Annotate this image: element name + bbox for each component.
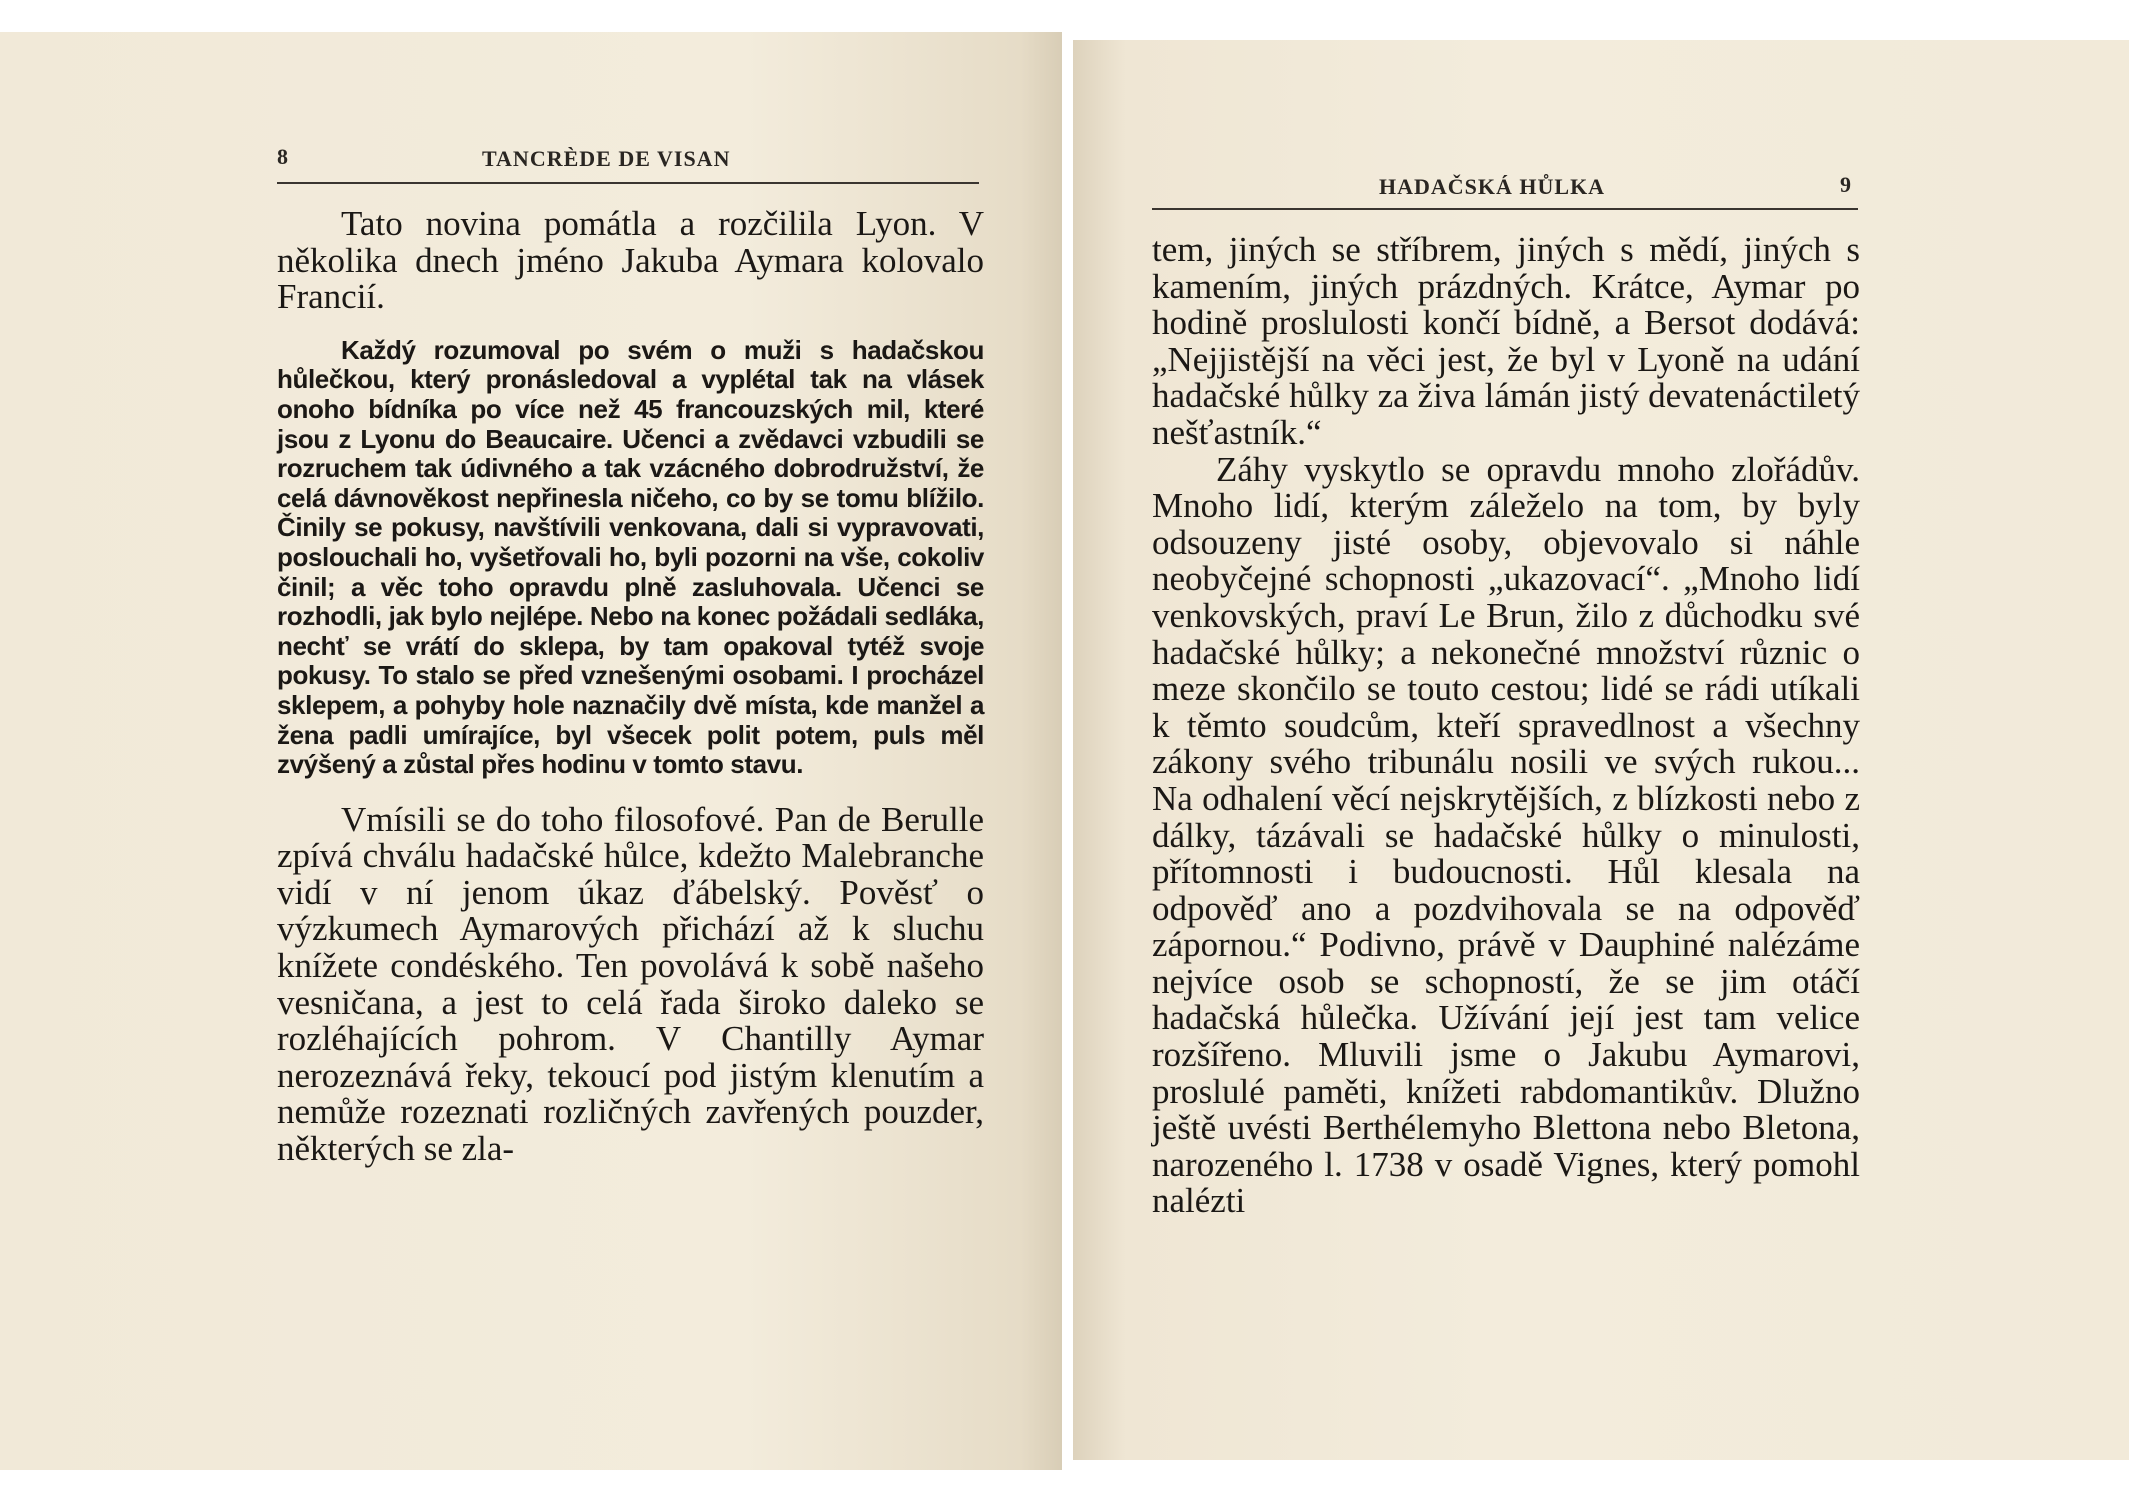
paragraph: tem, jiných se stříbrem, jiných s mědí, jiných s kamením, jiných prázdných. Krátce, Aymar po hodině proslulosti končí bídně, a Bersot dodává: „Nejjistější na věci jest, že byl v Lyoně na udání hadačské hůlky za živa lámán jistý devatenáctiletý nešťastník.“ [1152, 230, 1860, 452]
running-head: TANCRÈDE DE VISAN [482, 146, 731, 171]
paragraph-gap [277, 316, 984, 336]
header-rule [277, 182, 979, 184]
left-page-body [277, 206, 984, 1168]
paragraph: Záhy vyskytlo se opravdu mnoho zlořádův. Mnoho lidí, kterým záleželo na tom, by byly odsouzeny jisté osoby, objevovalo si náhle neobyčejné schopnosti „ukazovací“. „Mnoho lidí venkovských, praví Le Brun, žilo z důchodku své hadačské hůlky; a nekonečné množství různic o meze skončilo se touto cestou; lidé se rádi utíkali k těmto soudcům, kteří spravedlnost a všechny zákony svého tribunálu nosili ve svých rukou... Na odhalení věcí nejskrytějších, z blízkosti nebo z dálky, tázávali se hadačské hůlky o minulosti, přítomnosti i budoucnosti. Hůl klesala na odpověď ano a pozdvihovala se na odpověď zápornou.“ Podivno, právě v Dauphiné nalézáme nejvíce osob se schopností, že se jim otáčí hadačská hůlečka. Užívání její jest tam velice rozšířeno. Mluvili jsme o Jakubu Aymarovi, proslulé paměti, knížeti rabdomantikův. Dlužno ještě uvésti Berthélemyho Blettona nebo Bletona, narozeného l. 1738 v osadě Vignes, který pomohl nalézti [1152, 449, 1860, 1221]
left-book-page [0, 32, 1062, 1470]
right-page-body [1152, 232, 1860, 1220]
running-head: HADAČSKÁ HŮLKA [1379, 174, 1606, 199]
page-number: 9 [1840, 172, 1852, 197]
paragraph: Vmísili se do toho filosofové. Pan de Berulle zpívá chválu hadačské hůlce, kdežto Malebranche vidí v ní jenom úkaz ďábelský. Pověsť o výzkumech Aymarových přichází až k sluchu knížete condéského. Ten povolává k sobě našeho vesničana, a jest to celá řada široko daleko se rozléhajících pohrom. V Chantilly Aymar nerozeznává řeky, tekoucí pod jistým klenutím a nemůže rozeznati rozličných zavřených pouzder, některých se zla- [277, 799, 984, 1169]
paragraph: Tato novina pomátla a rozčilila Lyon. V několika dnech jméno Jakuba Aymara kolovalo Francií. [277, 204, 984, 317]
header-rule [1152, 208, 1858, 210]
quoted-paragraph: Každý rozumoval po svém o muži s hadačskou hůlečkou, který pronásledoval a vyplétal tak na vlásek onoho bídníka po více než 45 francouzských mil, které jsou z Lyonu do Beaucaire. Učenci a zvědavci vzbudili se rozruchem tak údivného a tak vzácného dobrodružství, že celá dávnověkost nepřinesla ničeho, co by se tomu blížilo. Činily se pokusy, navštívili venkovana, dali si vypravovati, poslouchali ho, vyšetřovali ho, byli pozorni na vše, cokoliv činil; a věc toho opravdu plně zasluhovala. Učenci se rozhodli, jak bylo nejlépe. Nebo na konec požádali sedláka, nechť se vrátí do sklepa, by tam opakoval tytéž svoje pokusy. To stalo se před vznešenými osobami. I procházel sklepem, a pohyby hole naznačily dvě místa, kde manžel a žena padli umírajíce, byl všecek polit potem, puls měl zvýšený a zůstal přes hodinu v tomto stavu. [277, 334, 984, 780]
right-book-page [1073, 40, 2129, 1460]
paragraph-gap [277, 780, 984, 802]
page-number: 8 [277, 144, 289, 169]
